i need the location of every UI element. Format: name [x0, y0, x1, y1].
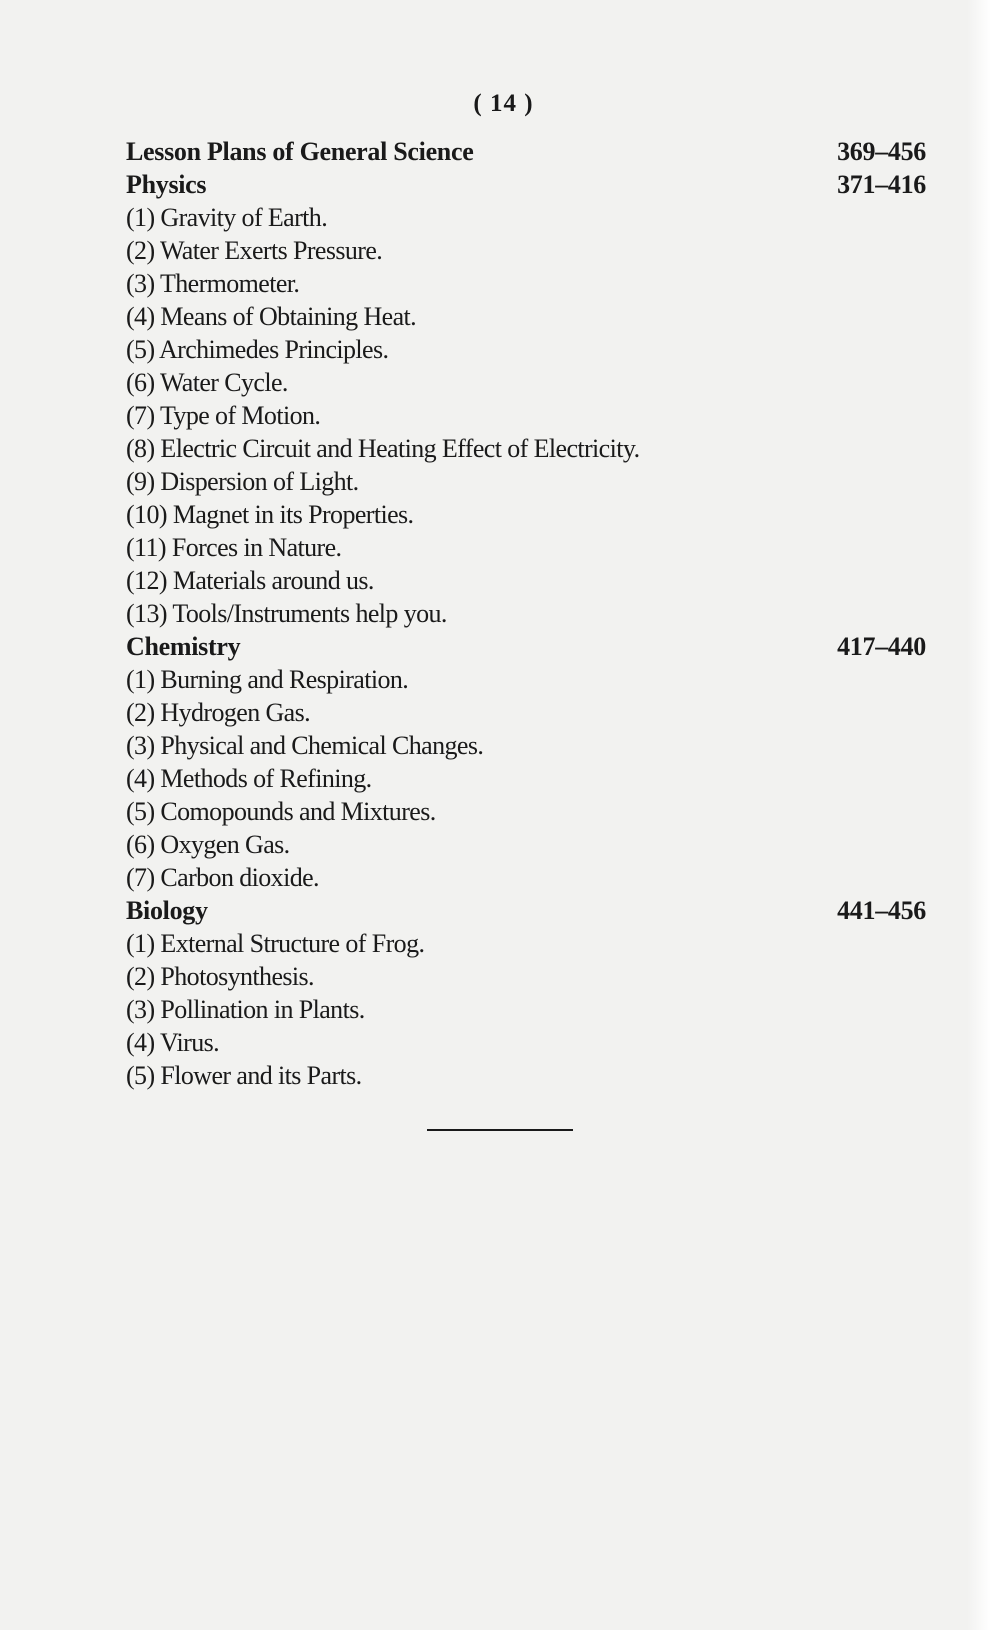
toc-list-item: (2) Water Exerts Pressure.	[126, 236, 383, 265]
toc-list-item: (1) Gravity of Earth.	[126, 203, 328, 232]
section-heading: Chemistry	[126, 632, 241, 661]
toc-list-item: (1) External Structure of Frog.	[126, 929, 425, 958]
section-pages: 441–456	[837, 896, 926, 925]
section-pages: 371–416	[837, 170, 926, 199]
toc-list-item: (11) Forces in Nature.	[126, 533, 342, 562]
section-heading-row	[126, 168, 926, 201]
toc-list-item: (2) Photosynthesis.	[126, 962, 314, 991]
toc-list-item: (3) Physical and Chemical Changes.	[126, 731, 484, 760]
toc-list-item: (8) Electric Circuit and Heating Effect of Electricity.	[126, 434, 640, 463]
toc-list-item: (5) Comopounds and Mixtures.	[126, 797, 436, 826]
toc-list-item: (4) Means of Obtaining Heat.	[126, 302, 417, 331]
main-title: Lesson Plans of General Science	[126, 137, 474, 166]
toc-list-item: (9) Dispersion of Light.	[126, 467, 359, 496]
toc-list-item: (5) Archimedes Principles.	[126, 335, 389, 364]
main-title-pages: 369–456	[837, 137, 926, 166]
toc-list-item: (12) Materials around us.	[126, 566, 374, 595]
page-edge-shadow	[967, 0, 1007, 1630]
toc-list-item: (7) Carbon dioxide.	[126, 863, 319, 892]
toc-list-item: (3) Pollination in Plants.	[126, 995, 365, 1024]
toc-list-item: (4) Methods of Refining.	[126, 764, 372, 793]
toc-list-item: (2) Hydrogen Gas.	[126, 698, 311, 727]
section-heading: Physics	[126, 170, 207, 199]
toc-list-item: (1) Burning and Respiration.	[126, 665, 409, 694]
section-pages: 417–440	[837, 632, 926, 661]
table-of-contents	[126, 135, 926, 1092]
toc-list-item: (13) Tools/Instruments help you.	[126, 599, 447, 628]
toc-list-item: (6) Oxygen Gas.	[126, 830, 290, 859]
toc-list-item: (3) Thermometer.	[126, 269, 300, 298]
section-heading-row	[126, 630, 926, 663]
toc-main-heading-row	[126, 135, 926, 168]
page-number: ( 14 )	[473, 90, 534, 117]
section-heading-row	[126, 894, 926, 927]
toc-list-item: (4) Virus.	[126, 1028, 220, 1057]
end-divider	[427, 1129, 573, 1131]
toc-sections	[126, 168, 926, 1092]
toc-list-item: (5) Flower and its Parts.	[126, 1061, 362, 1090]
toc-list-item: (6) Water Cycle.	[126, 368, 288, 397]
section-heading: Biology	[126, 896, 208, 925]
toc-list-item: (10) Magnet in its Properties.	[126, 500, 414, 529]
toc-list-item: (7) Type of Motion.	[126, 401, 321, 430]
